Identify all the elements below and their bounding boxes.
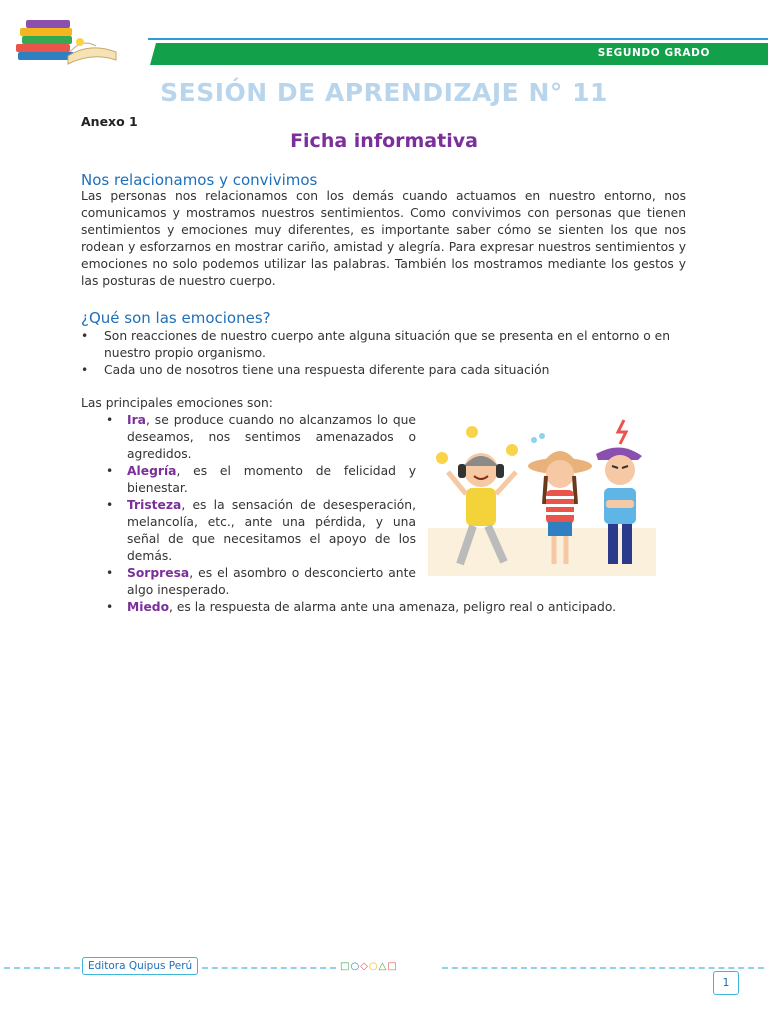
session-title: SESIÓN DE APRENDIZAJE N° 11 <box>160 78 608 107</box>
list-item: • Cada uno de nosotros tiene una respuesta diferente para cada situación <box>81 362 686 379</box>
list-item <box>106 463 416 497</box>
section-paragraph-relations: Las personas nos relacionamos con los demás cuando actuamos en nuestro entorno, nos comunicamos y mostramos nuestros sentimientos. Como convivimos con personas que tienen sentimientos y emociones muy diferentes, es importante saber cómo se sienten los que nos rodean y esforzarnos en mostrar cariño, amistad y alegría. Para expresar nuestros sentimientos y emociones no solo podemos utilizar las palabras. También los mostramos mediante los gestos y las posturas de nuestro cuerpo. <box>81 189 686 288</box>
list-item <box>106 565 416 599</box>
emotion-name: Ira <box>127 413 146 427</box>
list-item: • Son reacciones de nuestro cuerpo ante alguna situación que se presenta en el entorno o en nuestro propio organismo. <box>81 328 686 362</box>
publisher-label: Editora Quipus Perú <box>82 957 198 975</box>
emotion-description: , es la respuesta de alarma ante una amenaza, peligro real o anticipado. <box>169 600 617 614</box>
books-logo-icon <box>12 12 124 66</box>
emotion-description: , es el momento de felicidad y bienestar. <box>127 464 416 495</box>
section-heading-relations: Nos relacionamos y convivimos <box>81 171 318 189</box>
emotions-intro: Las principales emociones son: <box>81 396 273 410</box>
emotion-name: Alegría <box>127 464 177 478</box>
footer-dashed-line-left <box>4 967 80 969</box>
list-item <box>106 412 416 463</box>
page-number: 1 <box>713 971 739 995</box>
annex-label: Anexo 1 <box>81 114 138 129</box>
emotion-name: Tristeza <box>127 498 182 512</box>
emotion-description: , es la sensación de desesperación, melancolía, etc., ante una pérdida, y una señal de que necesitamos el apoyo de los demás. <box>127 498 416 563</box>
kids-emotions-illustration <box>428 416 656 576</box>
section-heading-emotions: ¿Qué son las emociones? <box>81 309 271 327</box>
footer-shapes-icon: □○◇○△□ <box>340 961 398 972</box>
emotions-definition-list <box>81 328 686 379</box>
document-subtitle: Ficha informativa <box>290 130 478 152</box>
emotion-description: , se produce cuando no alcanzamos lo que deseamos, nos sentimos amenazados o agredidos. <box>127 413 416 461</box>
emotion-name: Miedo <box>127 600 170 614</box>
list-item <box>106 497 416 565</box>
footer-dashed-line-mid <box>202 967 336 969</box>
header-blue-line <box>148 38 768 40</box>
list-item <box>106 599 647 616</box>
footer-dashed-line-right <box>442 967 764 969</box>
emotions-list <box>106 412 617 616</box>
emotion-description: , es el asombro o desconcierto ante algo inesperado. <box>127 566 416 597</box>
page-header <box>0 0 768 70</box>
grade-label: SEGUNDO GRADO <box>597 47 710 59</box>
emotion-name: Sorpresa <box>127 566 190 580</box>
